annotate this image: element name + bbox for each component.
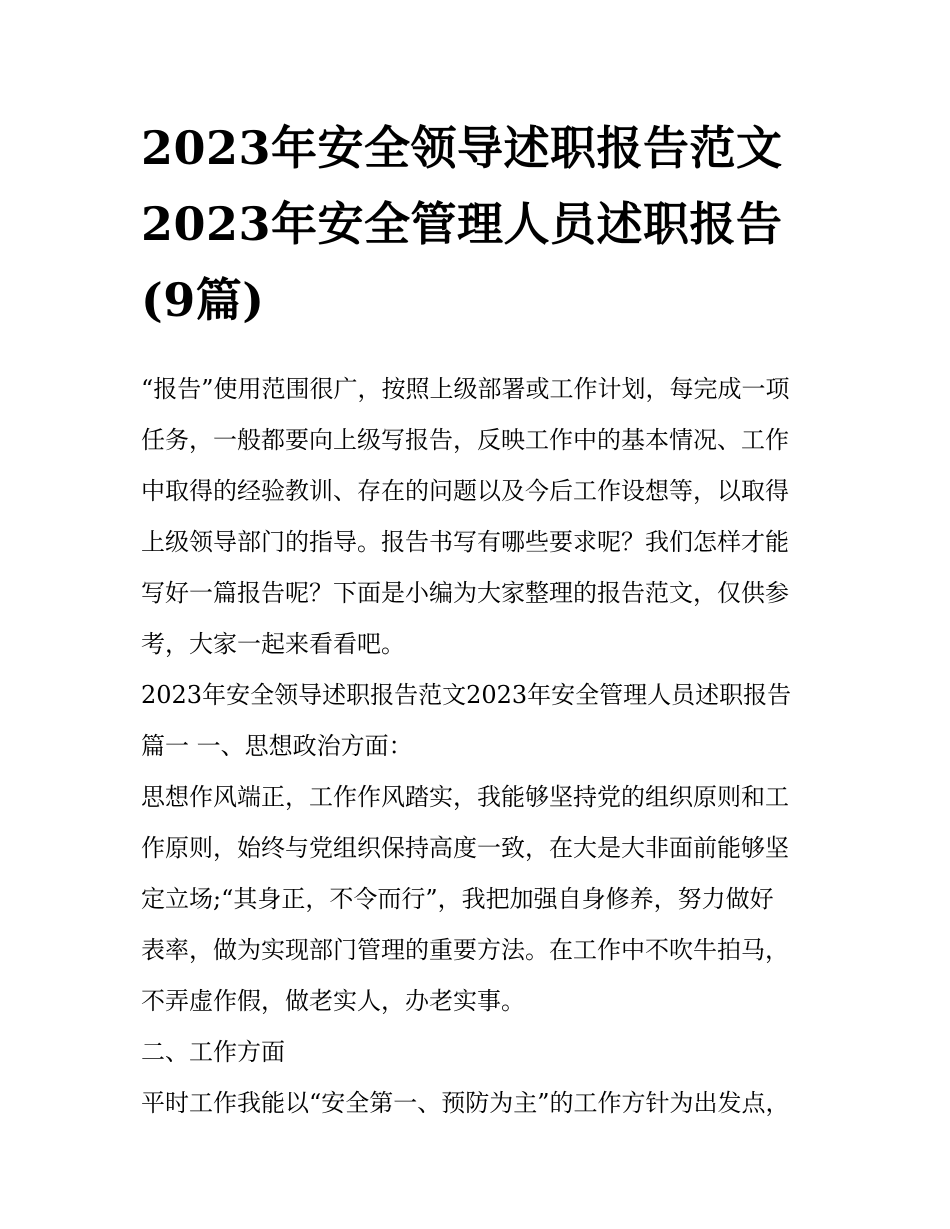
document-content [141,110,821,1129]
document-body [141,364,821,1129]
ideology-line: 思想作风端正，工作作风踏实，我能够坚持党的组织原则和工 [141,783,789,811]
intro-line: 中取得的经验教训、存在的问题以及今后工作设想等，以取得 [141,477,789,505]
work-paragraph [141,1078,821,1129]
section-heading-line: 篇一 一、思想政治方面： [141,732,413,760]
title-line-2: (9篇) [141,273,265,327]
intro-line: 任务，一般都要向上级写报告，反映工作中的基本情况、工作 [141,426,789,454]
work-line: 平时工作我能以“安全第一、预防为主”的工作方针为出发点， [141,1089,790,1117]
ideology-line: 作原则，始终与党组织保持高度一致，在大是大非面前能够坚 [141,834,789,862]
intro-line: 上级领导部门的指导。报告书写有哪些要求呢？我们怎样才能 [141,528,789,556]
work-subheading [141,1027,821,1078]
title-line-1a: 2023年安全领导述职报告范文 [141,121,783,175]
document-title [141,110,821,338]
intro-line: 考，大家一起来看看吧。 [141,630,405,658]
work-subheading-text: 二、工作方面 [141,1038,285,1066]
ideology-line: 表率，做为实现部门管理的重要方法。在工作中不吹牛拍马， [141,936,789,964]
section-heading-line: 2023年安全领导述职报告范文2023年安全管理人员述职报告 [141,681,792,709]
title-line-1b: 2023年安全管理人员述职报告 [141,197,783,251]
intro-line: “报告”使用范围很广，按照上级部署或工作计划，每完成一项 [141,375,790,403]
intro-paragraph [141,364,821,670]
intro-line: 写好一篇报告呢？下面是小编为大家整理的报告范文，仅供参 [141,579,789,607]
ideology-line: 定立场;“其身正，不令而行”，我把加强自身修养，努力做好 [141,885,774,913]
ideology-line: 不弄虚作假，做老实人，办老实事。 [141,987,525,1015]
ideology-paragraph [141,772,821,1027]
section-heading [141,670,821,772]
